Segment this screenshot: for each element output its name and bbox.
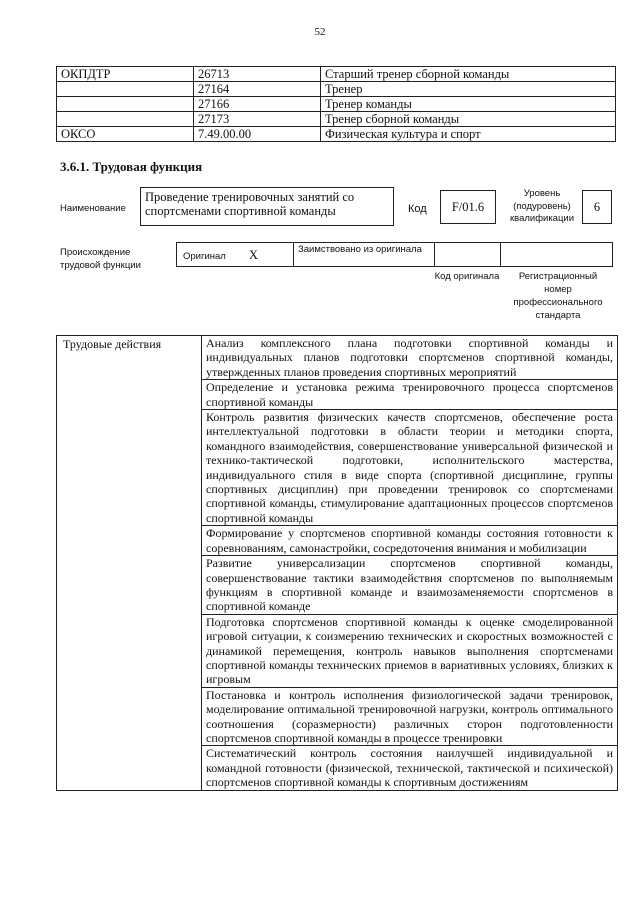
page-number: 52 <box>314 26 326 38</box>
classifier-codes-table <box>56 66 616 142</box>
code-cell: 27164 <box>194 82 321 97</box>
table-row <box>57 82 616 97</box>
function-code-box: F/01.6 <box>440 190 496 224</box>
origin-label: Происхождение трудовой функции <box>60 247 141 271</box>
code-cell: 27173 <box>194 112 321 127</box>
labor-action-item: Подготовка спортсменов спортивной команды к оценке смоделированной игровой ситуации, к соизмерению технических и скоростных возможностей с динамикой перемещения, контроль навыков выполнения спортсменами спортивной команды технических приемов в вариативных условиях, близких к игровым <box>202 614 618 687</box>
code-label: Код <box>408 203 427 215</box>
original-label: Оригинал <box>183 251 226 262</box>
labor-action-item: Анализ комплексного плана подготовки спортивной команды и индивидуальных планов подготовки спортсменов спортивной команды, утвержденных планов проведения спортивных мероприятий <box>202 336 618 380</box>
name-cell: Старший тренер сборной команды <box>321 67 616 82</box>
code-cell: 27166 <box>194 97 321 112</box>
table-row <box>57 97 616 112</box>
table-row <box>57 67 616 82</box>
level-label: Уровень (подуровень) квалификации <box>509 188 575 224</box>
classifier-cell <box>57 97 194 112</box>
name-cell: Тренер команды <box>321 97 616 112</box>
classifier-cell: ОКСО <box>57 127 194 142</box>
labor-action-item: Контроль развития физических качеств спортсменов, обеспечение роста интеллектуальной подготовки в области теории и методики спорта, командного взаимодействия, совершенствование универсальной физической и технико-тактической подготовки, исполнительского мастерства, индивидуального стиля в виде спорта (спортивной дисциплине, группы спортивных дисциплин) при проведении тренировок со спортсменами спортивной команды, стимулирование адаптационных процессов спортсменов спортивной команды <box>202 410 618 526</box>
labor-action-item: Развитие универсализации спортсменов спортивной команды, совершенствование тактики взаимодействия спортсменов по выполняемым функциям в спортивной команде и взаимозаменяемости спортсменов в спортивной команде <box>202 556 618 615</box>
classifier-cell: ОКПДТР <box>57 67 194 82</box>
level-value-box: 6 <box>582 190 612 224</box>
divider <box>434 243 435 266</box>
divider <box>293 243 294 266</box>
table-row <box>57 127 616 142</box>
divider <box>500 243 501 266</box>
labor-action-item: Постановка и контроль исполнения физиологической задачи тренировок, моделирование оптимальной тренировочной нагрузки, контроль оптимального соотношения (соразмерности) различных сторон подготовленности спортсменов спортивной команды в процессе тренировки <box>202 687 618 746</box>
borrowed-label: Заимствовано из оригинала <box>298 244 422 255</box>
code-cell: 7.49.00.00 <box>194 127 321 142</box>
labor-action-item: Систематический контроль состояния наилучшей индивидуальной и командной готовности (физической, технической, тактической и психической) спортсменов спортивной команды к спортивным достижениям <box>202 746 618 790</box>
classifier-cell <box>57 112 194 127</box>
section-heading: 3.6.1. Трудовая функция <box>60 159 203 174</box>
name-cell: Физическая культура и спорт <box>321 127 616 142</box>
reg-number-label: Регистрационный номер профессионального стандарта <box>513 271 603 321</box>
name-label: Наименование <box>60 203 126 214</box>
name-cell: Тренер <box>321 82 616 97</box>
code-cell: 26713 <box>194 67 321 82</box>
function-name-box: Проведение тренировочных занятий со спортсменами спортивной команды <box>140 187 394 226</box>
origin-row <box>176 242 613 267</box>
name-cell: Тренер сборной команды <box>321 112 616 127</box>
labor-actions-label: Трудовые действия <box>57 336 202 791</box>
table-row <box>57 112 616 127</box>
code-original-label: Код оригинала <box>434 271 500 282</box>
labor-actions-table <box>56 335 618 791</box>
table-row <box>57 336 618 380</box>
labor-action-item: Определение и установка режима тренировочного процесса спортсменов спортивной команды <box>202 380 618 410</box>
original-mark: X <box>249 248 259 262</box>
labor-action-item: Формирование у спортсменов спортивной команды состояния готовности к соревнованиям, самонастройки, сосредоточения внимания и мобилизации <box>202 526 618 556</box>
classifier-cell <box>57 82 194 97</box>
